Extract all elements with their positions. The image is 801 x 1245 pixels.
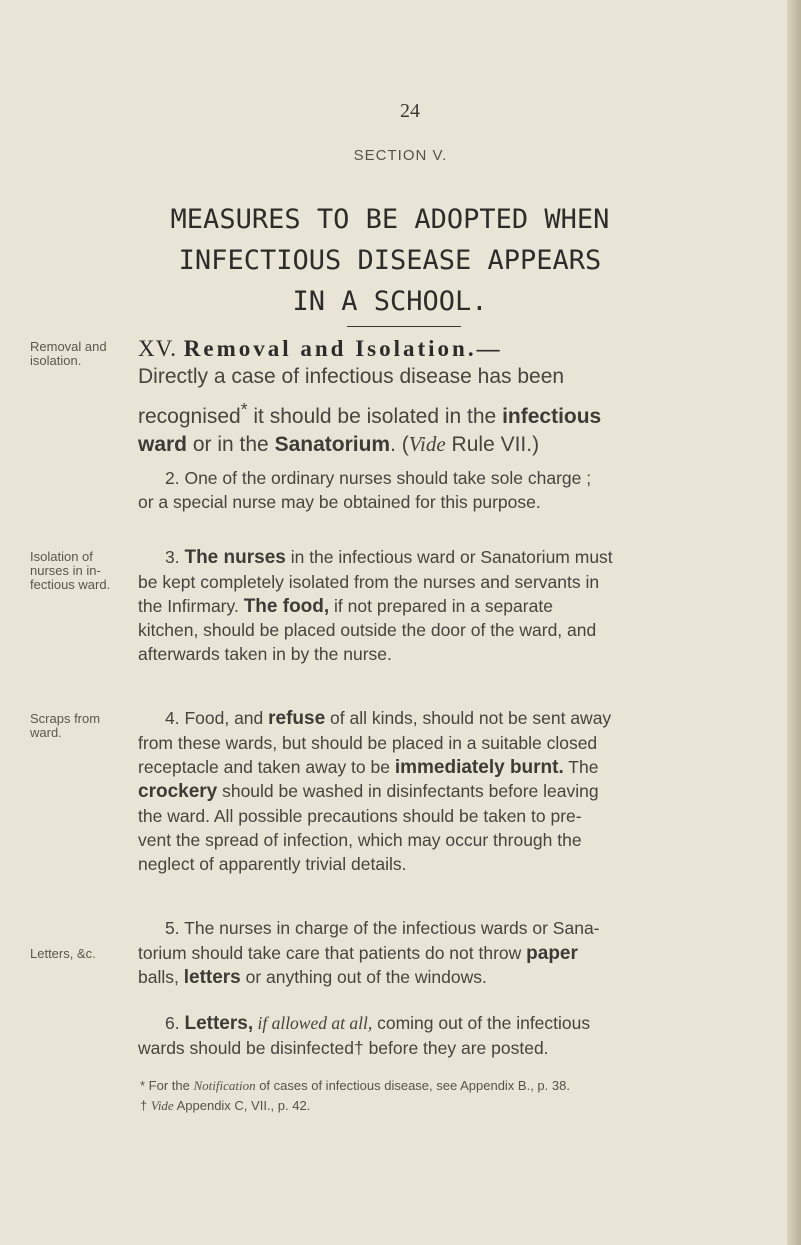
margin-note-line: Removal and (30, 339, 107, 354)
text-span: in the infectious ward or Sanatorium must (285, 547, 613, 567)
text-span: balls, (138, 967, 184, 987)
text-line (138, 596, 553, 618)
emphasis-text: refuse (268, 708, 326, 729)
text-line (138, 1038, 549, 1059)
text-span: † (140, 1098, 151, 1113)
text-span: receptacle and taken away to be (138, 757, 395, 777)
text-line: 5. The nurses in charge of the infectious wards or Sana- (165, 918, 600, 938)
text-line (138, 967, 487, 989)
text-line (165, 1013, 590, 1035)
emphasis-text: crockery (138, 781, 218, 802)
italic-text: Vide (408, 432, 446, 456)
margin-note-isolation (30, 550, 110, 592)
text-span: Appendix C, VII., p. 42. (173, 1098, 311, 1113)
text-span: Rule VII.) (445, 433, 540, 456)
emphasis-text: Letters, (184, 1013, 254, 1034)
margin-note-line: Scraps from (30, 711, 101, 726)
text-span: * For the (140, 1078, 194, 1093)
margin-note-letters (30, 947, 96, 961)
section-label: SECTION V. (353, 147, 448, 164)
margin-note-line: Isolation of (30, 549, 93, 564)
text-line (138, 399, 601, 429)
emphasis-text: letters (183, 967, 241, 988)
margin-note-line: isolation. (30, 353, 82, 368)
text-line (165, 547, 613, 569)
text-line (138, 432, 539, 457)
margin-note-line: Letters, &c. (30, 946, 96, 961)
text-line: vent the spread of infection, which may occur through the (138, 830, 582, 850)
emphasis-text: Sanatorium (274, 433, 391, 456)
text-line: neglect of apparently trivial details. (138, 854, 407, 874)
text-span: it should be isolated in the (247, 405, 503, 428)
title-line-3: IN A SCHOOL. (292, 286, 488, 317)
text-span: coming out of the infectious (372, 1013, 591, 1033)
text-span: should be washed in disinfectants before leaving (217, 781, 599, 801)
emphasis-text: ward (138, 433, 188, 456)
italic-text: if allowed at all, (253, 1013, 373, 1033)
footnote (140, 1078, 570, 1094)
text-span: wards should be disinfected (138, 1038, 354, 1058)
text-line (138, 757, 598, 779)
section-heading (138, 336, 503, 362)
margin-note-line: ward. (30, 725, 62, 740)
text-line: kitchen, should be placed outside the door of the ward, and (138, 620, 597, 640)
margin-note-removal (30, 340, 107, 368)
heading-text: Removal and Isolation.— (183, 336, 503, 361)
text-span: before they are posted. (363, 1038, 549, 1058)
text-span: 3. (165, 547, 185, 567)
footnote (140, 1098, 310, 1114)
page-number: 24 (400, 100, 420, 122)
margin-note-line: fectious ward. (30, 577, 111, 592)
text-span: of cases of infectious disease, see Appendix B., p. 38. (255, 1078, 570, 1093)
text-span: the Infirmary. (138, 596, 244, 616)
text-line: the ward. All possible precautions should be taken to pre- (138, 806, 582, 826)
text-span: of all kinds, should not be sent away (325, 708, 612, 728)
text-span: recognised (138, 405, 241, 428)
text-line: from these wards, but should be placed in a suitable closed (138, 733, 598, 753)
emphasis-text: immediately burnt. (394, 757, 564, 778)
text-span: torium should take care that patients do not throw (138, 943, 527, 963)
footnote-marker: * (240, 399, 248, 419)
emphasis-text: paper (526, 943, 578, 964)
text-line: Directly a case of infectious disease has been (138, 365, 565, 388)
text-line: 2. One of the ordinary nurses should take sole charge ; (165, 468, 592, 488)
text-line (138, 943, 578, 965)
page-edge (787, 0, 801, 1245)
title-line-2: INFECTIOUS DISEASE APPEARS (178, 245, 602, 276)
margin-note-line: nurses in in- (30, 563, 101, 578)
text-span: or in the (187, 433, 275, 456)
text-span: 4. Food, and (165, 708, 269, 728)
text-span: 6. (165, 1013, 185, 1033)
italic-text: Vide (150, 1098, 174, 1113)
footnote-marker: † (353, 1038, 364, 1058)
text-line: or a special nurse may be obtained for this purpose. (138, 492, 541, 512)
text-span: The (563, 757, 599, 777)
margin-note-scraps (30, 712, 100, 740)
text-span: . ( (390, 433, 409, 456)
text-line (165, 708, 611, 730)
heading-number: XV. (138, 336, 178, 361)
text-line: be kept completely isolated from the nurses and servants in (138, 572, 600, 592)
text-span: or anything out of the windows. (240, 967, 487, 987)
text-line (138, 781, 599, 803)
title-divider (347, 326, 461, 327)
text-line: afterwards taken in by the nurse. (138, 644, 392, 664)
emphasis-text: The food, (243, 596, 330, 617)
text-span: if not prepared in a separate (329, 596, 553, 616)
italic-text: Notification (193, 1078, 256, 1093)
emphasis-text: infectious (502, 405, 602, 428)
emphasis-text: The nurses (184, 547, 286, 568)
title-line-1: MEASURES TO BE ADOPTED WHEN (170, 204, 610, 235)
